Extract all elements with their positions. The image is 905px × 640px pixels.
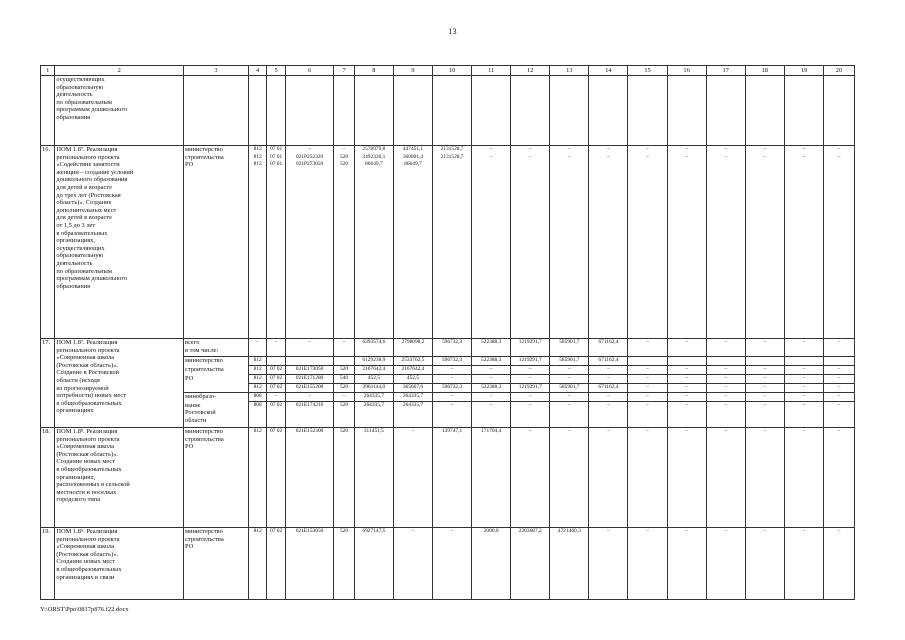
amount-2025: –: [628, 375, 667, 384]
amount-2021: –: [472, 393, 511, 402]
amount-2023: –: [550, 366, 589, 375]
grbs-code: –: [248, 339, 267, 357]
expense-type: 520: [334, 384, 355, 393]
amount-2020: –: [433, 393, 472, 402]
amount-2020: 596732,3: [433, 339, 472, 357]
amount-2019: 452,5: [393, 375, 432, 384]
amount-2022: 1219291,7: [511, 384, 550, 393]
grbs-code: 812 812 812: [248, 146, 267, 339]
amount-total: 6927147,5: [354, 528, 393, 600]
amount-2024: –: [589, 528, 628, 600]
amount-2020: 596732,3: [433, 357, 472, 366]
amount-2028: –: [745, 428, 784, 528]
executor: [184, 384, 249, 393]
amount-total: 264335,7: [354, 393, 393, 402]
amount-2026: –: [667, 375, 706, 384]
grbs-code: 808: [248, 393, 267, 402]
target-article: –: [285, 393, 333, 402]
measure-name: ПОМ 1.8⁷. Реализация регионального проекта «Содействие занятости женщин – создание условий дошкольного образования для детей в возрасте до трех лет (Ростовская область)». Создание дополнительных мест для детей в возрасте от 1,5 до 3 лет в образовательных организациях, осуществляющих образовательную деятельность по образовательным программам дошкольного образования: [55, 146, 184, 339]
amount-2019: 2167642,4: [393, 366, 432, 375]
amount-2026: –: [667, 528, 706, 600]
col-header: 9: [393, 66, 432, 76]
amount-2030: –: [823, 366, 854, 375]
amount-2020: –: [433, 375, 472, 384]
col-header: 14: [589, 66, 628, 76]
expense-type: 520: [334, 528, 355, 600]
expense-type: –: [334, 393, 355, 402]
amount-2027: –: [706, 375, 745, 384]
executor: министерство строительства РО: [184, 528, 249, 600]
amount-2028: –: [745, 402, 784, 428]
amount-2029: –: [784, 375, 823, 384]
executor: минобразо-: [184, 393, 249, 402]
grbs-code: 812: [248, 375, 267, 384]
amount-2019: 365667,6: [393, 384, 432, 393]
amount-2027: –: [706, 384, 745, 393]
target-article: 021E173050: [285, 366, 333, 375]
amount-2030: –: [823, 428, 854, 528]
amount-2019: –: [393, 528, 432, 600]
amount-2027: –: [706, 528, 745, 600]
amount-2028: –: [745, 375, 784, 384]
amount-2029: [784, 357, 823, 366]
amount-2023: 585901,7: [550, 384, 589, 393]
grbs-code: 812: [248, 428, 267, 528]
amount-2029: –: [784, 528, 823, 600]
amount-2026: –: [667, 428, 706, 528]
amount-2026: –: [667, 402, 706, 428]
amount-total: 264335,7: [354, 402, 393, 428]
measure-name: ПОМ 1.8⁷. Реализация регионального проекта «Современная школа (Ростовская область)». Создание в Ростовской области (исходя из прогнозируемой потребности) новых мест в общеобразовательных организациях: [55, 339, 184, 428]
amount-2020: –: [433, 402, 472, 428]
amount-2021: 2000,0: [472, 528, 511, 600]
amount-2027: –: [706, 402, 745, 428]
column-numbers-row: [41, 66, 855, 76]
amount-2025: –: [628, 428, 667, 528]
executor: министерство строительства РО: [184, 428, 249, 528]
col-header: 3: [184, 66, 249, 76]
section-code: 07 02: [267, 375, 286, 384]
amount-2029: – –: [784, 146, 823, 339]
target-article: – 021P252320 021P273050: [285, 146, 333, 339]
expense-type: 540: [334, 375, 355, 384]
section-code: –: [267, 339, 286, 357]
section-code: 07 01 07 01 07 01: [267, 146, 286, 339]
amount-2026: –: [667, 384, 706, 393]
amount-2023: –: [550, 375, 589, 384]
amount-2023: 585901,7: [550, 339, 589, 357]
target-article: 021E153050: [285, 528, 333, 600]
target-article: 021E155200: [285, 384, 333, 393]
row-number: 19.: [41, 528, 55, 600]
amount-2019: 264335,7: [393, 393, 432, 402]
amount-2025: –: [628, 528, 667, 600]
executor: строительства: [184, 366, 249, 375]
amount-2019: 264335,7: [393, 402, 432, 428]
col-header: 2: [55, 66, 184, 76]
target-article: –: [285, 339, 333, 357]
col-header: 13: [550, 66, 589, 76]
grbs-code: 812: [248, 366, 267, 375]
amount-total: 452,5: [354, 375, 393, 384]
expense-type: 520: [334, 402, 355, 428]
amount-2030: [823, 357, 854, 366]
amount-2029: –: [784, 384, 823, 393]
target-article: 021E152300: [285, 428, 333, 528]
amount-total: 6393574,6: [354, 339, 393, 357]
amount-2022: –: [511, 375, 550, 384]
col-header: 6: [285, 66, 333, 76]
page-number: 13: [448, 27, 457, 36]
amount-2030: –: [823, 375, 854, 384]
amount-2023: – –: [550, 146, 589, 339]
col-header: 19: [784, 66, 823, 76]
amount-2024: –: [589, 393, 628, 402]
section-code: –: [267, 393, 286, 402]
amount-2024: 671162,4: [589, 339, 628, 357]
col-header: 18: [745, 66, 784, 76]
amount-2027: –: [706, 428, 745, 528]
expense-type: 520: [334, 428, 355, 528]
col-header: 10: [433, 66, 472, 76]
amount-2023: –: [550, 428, 589, 528]
col-header: 16: [667, 66, 706, 76]
col-header: 15: [628, 66, 667, 76]
executor: вание Ростовской области: [184, 402, 249, 428]
amount-2026: – –: [667, 146, 706, 339]
section-code: 07 02: [267, 528, 286, 600]
amount-2027: – –: [706, 146, 745, 339]
amount-2023: –: [550, 402, 589, 428]
amount-2025: [628, 357, 667, 366]
amount-2021: – –: [472, 146, 511, 339]
amount-2028: –: [745, 339, 784, 357]
amount-2022: –: [511, 393, 550, 402]
col-header: 11: [472, 66, 511, 76]
target-article: 021E174210: [285, 402, 333, 428]
amount-2023: 4721460,3: [550, 528, 589, 600]
amount-2020: 596732,3: [433, 384, 472, 393]
executor: министерство строительства РО: [184, 146, 249, 339]
amount-2030: –: [823, 528, 854, 600]
amount-total: 311451,5: [354, 428, 393, 528]
row-number: 17.: [41, 339, 55, 428]
amount-2019: 2533762,5: [393, 357, 432, 366]
amount-2024: –: [589, 428, 628, 528]
amount-2021: –: [472, 366, 511, 375]
col-header: 5: [267, 66, 286, 76]
amount-total: 6129238,9: [354, 357, 393, 366]
amount-2027: –: [706, 393, 745, 402]
amount-2025: –: [628, 339, 667, 357]
table-row-19: [41, 528, 855, 600]
amount-2019: 2798098,2: [393, 339, 432, 357]
amount-2021: 522388,3: [472, 339, 511, 357]
measure-name: ПОМ 1.8⁹. Реализация регионального проекта «Современная школа (Ростовская область)». Создание новых мест в общеобразовательных организациях в связи: [55, 528, 184, 600]
amount-2026: –: [667, 366, 706, 375]
amount-2025: –: [628, 384, 667, 393]
amount-2029: –: [784, 428, 823, 528]
col-header: 8: [354, 66, 393, 76]
amount-2028: –: [745, 366, 784, 375]
amount-2030: – –: [823, 146, 854, 339]
amount-total: 2167642,4: [354, 366, 393, 375]
col-header: 1: [41, 66, 55, 76]
expense-type: 520: [334, 366, 355, 375]
table-row-18: [41, 428, 855, 528]
amount-2029: –: [784, 339, 823, 357]
amount-2024: 671162,4: [589, 357, 628, 366]
amount-2020: –: [433, 528, 472, 600]
target-article: 021E171280: [285, 375, 333, 384]
amount-2028: –: [745, 393, 784, 402]
table-row-16: [41, 146, 855, 339]
amount-2027: –: [706, 339, 745, 357]
amount-2022: 1219291,7: [511, 339, 550, 357]
amount-2030: –: [823, 384, 854, 393]
amount-2020: –: [433, 366, 472, 375]
amount-2022: –: [511, 428, 550, 528]
amount-2026: –: [667, 339, 706, 357]
budget-table: [40, 65, 855, 600]
expense-type: – 520 520: [334, 146, 355, 339]
amount-2028: [745, 357, 784, 366]
amount-2019: 447451,1 360801,4 86649,7: [393, 146, 432, 339]
amount-2028: –: [745, 384, 784, 393]
section-code: [267, 357, 286, 366]
amount-2030: –: [823, 339, 854, 357]
amount-2025: – –: [628, 146, 667, 339]
amount-total: 3961144,0: [354, 384, 393, 393]
section-code: 07 02: [267, 402, 286, 428]
amount-2030: –: [823, 393, 854, 402]
amount-2030: –: [823, 402, 854, 428]
section-code: 07 02: [267, 366, 286, 375]
amount-2022: – –: [511, 146, 550, 339]
amount-2021: –: [472, 375, 511, 384]
executor: всего в том числе:: [184, 339, 249, 357]
amount-2019: –: [393, 428, 432, 528]
amount-2025: –: [628, 366, 667, 375]
amount-2024: –: [589, 375, 628, 384]
expense-type: –: [334, 339, 355, 357]
executor: РО: [184, 375, 249, 384]
col-header: 20: [823, 66, 854, 76]
amount-2020: 139747,1: [433, 428, 472, 528]
col-header: 4: [248, 66, 267, 76]
amount-2028: – –: [745, 146, 784, 339]
amount-2021: 522388,3: [472, 384, 511, 393]
amount-2026: [667, 357, 706, 366]
col-header: 12: [511, 66, 550, 76]
amount-2025: –: [628, 402, 667, 428]
footer-file-path: Y:\ORST\Ppo\0817p876.f22.docx: [40, 606, 129, 613]
row-number: 16.: [41, 146, 55, 339]
amount-total: 2578979,8 2492330,1 86649,7: [354, 146, 393, 339]
amount-2028: –: [745, 528, 784, 600]
amount-2021: 522388,3: [472, 357, 511, 366]
subrow: [41, 339, 855, 357]
section-code: 07 02: [267, 384, 286, 393]
col-header: 17: [706, 66, 745, 76]
amount-2023: –: [550, 393, 589, 402]
row-number: 18.: [41, 428, 55, 528]
amount-2024: 671162,4: [589, 384, 628, 393]
amount-2029: –: [784, 366, 823, 375]
grbs-code: 812: [248, 384, 267, 393]
expense-type: [334, 357, 355, 366]
amount-2020: 2131528,7 2131528,7: [433, 146, 472, 339]
amount-2024: –: [589, 402, 628, 428]
table-row-17: [41, 339, 855, 428]
amount-2026: –: [667, 393, 706, 402]
amount-2021: –: [472, 402, 511, 428]
amount-2024: – –: [589, 146, 628, 339]
amount-2023: 585901,7: [550, 357, 589, 366]
table-row-continuation: [41, 76, 855, 146]
amount-2029: –: [784, 393, 823, 402]
amount-2027: [706, 357, 745, 366]
section-code: 07 02: [267, 428, 286, 528]
amount-2022: –: [511, 402, 550, 428]
amount-2025: –: [628, 393, 667, 402]
grbs-code: 812: [248, 528, 267, 600]
amount-2022: 2203687,2: [511, 528, 550, 600]
amount-2029: –: [784, 402, 823, 428]
amount-2022: 1219291,7: [511, 357, 550, 366]
measure-name: ПОМ 1.8⁸. Реализация регионального проекта «Современная школа (Ростовская область)». Создание новых мест в общеобразовательных организациях, расположенных в сельской местности и поселках городского типа: [55, 428, 184, 528]
executor: министерство: [184, 357, 249, 366]
grbs-code: 808: [248, 402, 267, 428]
amount-2024: –: [589, 366, 628, 375]
amount-2021: 171704,4: [472, 428, 511, 528]
grbs-code: 812: [248, 357, 267, 366]
amount-2027: –: [706, 366, 745, 375]
target-article: [285, 357, 333, 366]
col-header: 7: [334, 66, 355, 76]
measure-name: осуществляющих образовательную деятельность по образовательным программам дошкольного образования: [55, 76, 184, 146]
amount-2022: –: [511, 366, 550, 375]
